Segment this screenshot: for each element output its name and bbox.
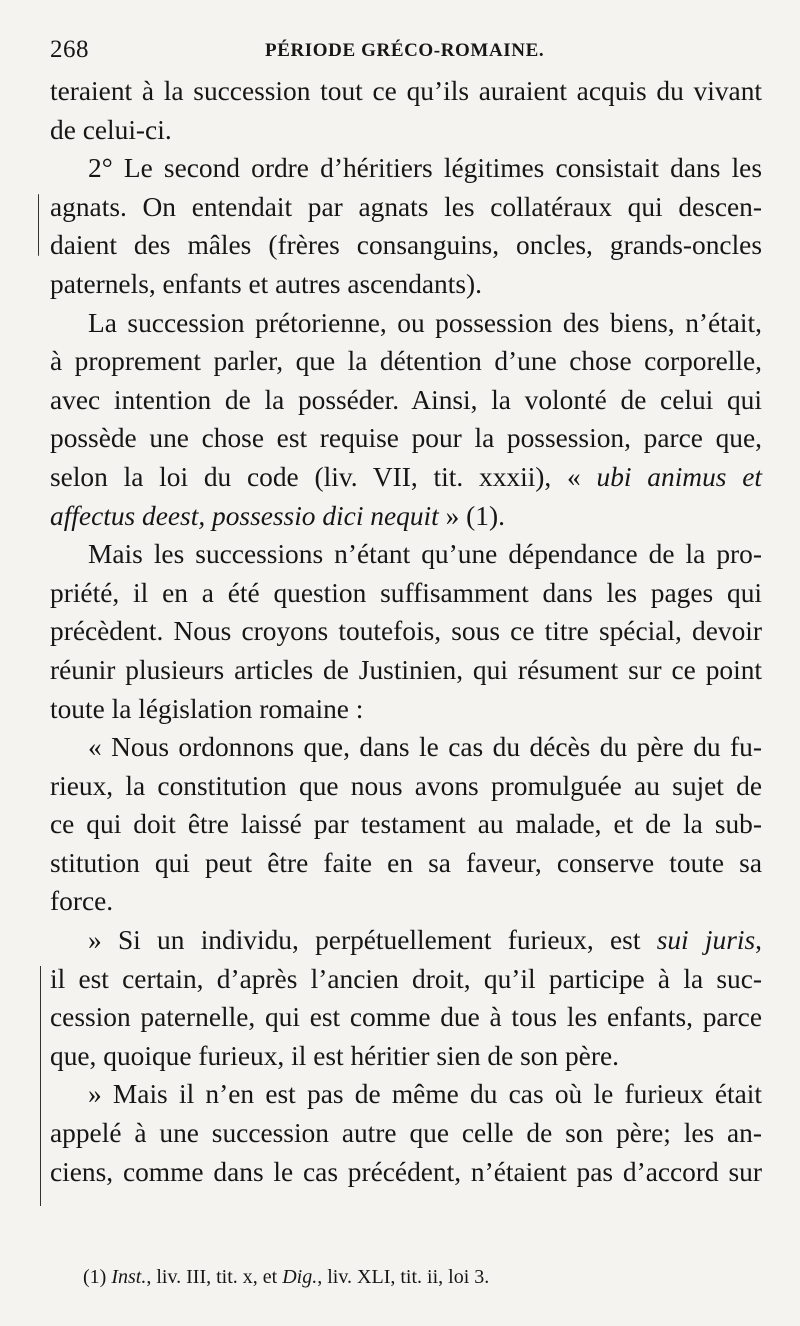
text-line: avec intention de la posséder. Ainsi, la volonté de celui qui: [50, 384, 762, 415]
text-line: » Si un individu, perpétuellement furieux, est sui juris,: [88, 925, 763, 956]
text-line: ce qui doit être laissé par testament au malade, et de la sub-: [50, 809, 762, 840]
text-line: toute la législation romaine :: [50, 693, 364, 724]
footnote: (1) Inst., liv. III, tit. x, et Dig., liv. XLI, tit. ii, loi 3.: [83, 1266, 490, 1288]
text-line: selon la loi du code (liv. VII, tit. xxxii), « ubi animus et: [50, 461, 762, 492]
text-line: réunir plusieurs articles de Justinien, qui résument sur ce point: [50, 654, 762, 685]
margin-bracket-mark: [38, 194, 39, 256]
text-line: appelé à une succession autre que celle de son père; les an-: [50, 1118, 762, 1149]
text-line: affectus deest, possessio dici nequit » (1).: [50, 500, 505, 531]
page-header: [50, 36, 760, 72]
text-line: Mais les successions n’étant qu’une dépendance de la pro-: [88, 539, 762, 570]
text-line: priété, il en a été question suffisamment dans les pages qui: [50, 577, 762, 608]
text-line: force.: [50, 886, 114, 917]
text-line: que, quoique furieux, il est héritier sien de son père.: [50, 1040, 619, 1071]
body-text: [50, 72, 762, 1191]
text-line: » Mais il n’en est pas de même du cas où le furieux était: [88, 1079, 762, 1110]
text-line: stitution qui peut être faite en sa faveur, conserve toute sa: [50, 847, 762, 878]
text-line: rieux, la constitution que nous avons promulguée au sujet de: [50, 770, 762, 801]
text-line: daient des mâles (frères consanguins, oncles, grands-oncles: [50, 230, 762, 261]
text-line: agnats. On entendait par agnats les collatéraux qui descen-: [50, 191, 762, 222]
text-line: cession paternelle, qui est comme due à tous les enfants, parce: [50, 1002, 762, 1033]
text-line: teraient à la succession tout ce qu’ils auraient acquis du vivant: [50, 76, 762, 106]
page-number: 268: [50, 36, 89, 63]
text-line: ciens, comme dans le cas précédent, n’étaient pas d’accord sur: [50, 1156, 762, 1187]
text-line: possède une chose est requise pour la possession, parce que,: [50, 423, 762, 454]
text-line: de celui-ci.: [50, 114, 172, 145]
text-line: « Nous ordonnons que, dans le cas du décès du père du fu-: [88, 732, 762, 763]
running-head: PÉRIODE GRÉCO-ROMAINE.: [265, 40, 545, 61]
text-line: il est certain, d’après l’ancien droit, qu’il participe à la suc-: [50, 963, 762, 994]
text-line: paternels, enfants et autres ascendants).: [50, 268, 482, 299]
text-line: précèdent. Nous croyons toutefois, sous ce titre spécial, devoir: [50, 616, 762, 647]
text-line: La succession prétorienne, ou possession des biens, n’était,: [88, 307, 762, 338]
text-line: à proprement parler, que la détention d’une chose corporelle,: [50, 346, 762, 377]
text-line: 2° Le second ordre d’héritiers légitimes consistait dans les: [88, 153, 762, 184]
margin-line-mark: [40, 966, 41, 1206]
